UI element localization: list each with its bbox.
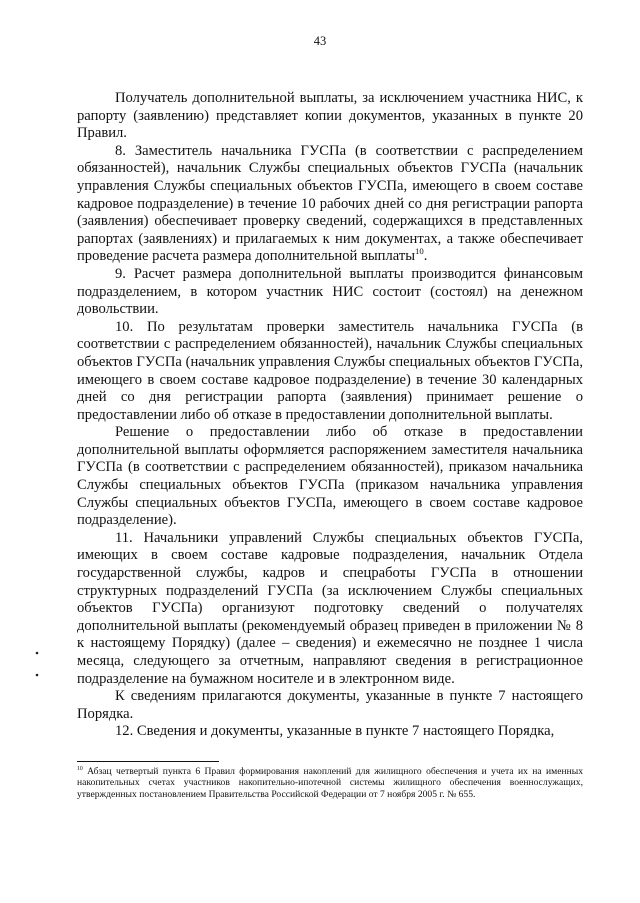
scan-artifact-mark bbox=[35, 650, 39, 678]
paragraph-11: 11. Начальники управлений Службы специальных объектов ГУСПа, имеющих в своем составе кадровые подразделения, начальник Отдела государственной службы, кадров и спецработы ГУСПа в отношении структурных подразделений ГУСПа (за исключением Службы специальных объектов ГУСПа) организуют подготовку сведений о получателях дополнительной выплаты (рекомендуемый образец приведен в приложении № 8 к настоящему Порядку) (далее – сведения) и ежемесячно не позднее 1 числа месяца, следующего за отчетным, направляют сведения в регистрационное подразделение на бумажном носителе и в электронном виде. bbox=[77, 529, 583, 687]
document-body bbox=[77, 90, 583, 741]
footnote-text-block bbox=[77, 766, 583, 800]
paragraph-12: 12. Сведения и документы, указанные в пункте 7 настоящего Порядка, bbox=[115, 723, 555, 740]
paragraph-decision: Решение о предоставлении либо об отказе в предоставлении дополнительной выплаты оформляется распоряжением заместителя начальника ГУСПа (в соответствии с распределением обязанностей), приказом начальника Службы специальных объектов ГУСПа (приказом начальника управления Службы специальных объектов ГУСПа, имеющего в своем составе кадровое подразделение). bbox=[77, 424, 583, 529]
footnote-reference[interactable]: 10 bbox=[415, 246, 424, 257]
paragraph-10: 10. По результатам проверки заместитель начальника ГУСПа (в соответствии с распределением обязанностей), начальник Службы специальных объектов ГУСПа (начальник управления Службы специальных объектов ГУСПа, имеющего в своем составе кадровое подразделение) в течение 30 календарных дней со дня регистрации рапорта (заявления) принимает решение о предоставлении либо об отказе в предоставлении дополнительной выплаты. bbox=[77, 318, 583, 423]
paragraph-9: 9. Расчет размера дополнительной выплаты производится финансовым подразделением, в котором участник НИС состоит (состоял) на денежном довольствии. bbox=[77, 265, 583, 318]
footnote-number: 10 bbox=[77, 765, 83, 772]
page-number: 43 bbox=[313, 34, 327, 48]
footnote-text: Абзац четвертый пункта 6 Правил формирования накоплений для жилищного обеспечения и учета их на именных накопительных счетах участников накопительно-ипотечной системы жилищного обеспечения военнослужащих, утвержденных постановлением Правительства Российской Федерации от 7 ноября 2005 г. № 655. bbox=[77, 766, 583, 800]
paragraph-8-text: 8. Заместитель начальника ГУСПа (в соответствии с распределением обязанностей), начальник Службы специальных объектов ГУСПа (начальник управления Службы специальных объектов ГУСПа, имеющего в своем составе кадровое подразделение) в течение 10 рабочих дней со дня регистрации рапорта (заявления) обеспечивает проверку сведений, содержащихся в представленных рапортах (заявлениях) и прилагаемых к ним документах, а также обеспечивает проведение расчета размера дополнительной выплаты bbox=[77, 142, 583, 265]
paragraph-attachments: К сведениям прилагаются документы, указанные в пункте 7 настоящего Порядка. bbox=[77, 688, 583, 722]
paragraph-8: 8. Заместитель начальника ГУСПа (в соответствии с распределением обязанностей), начальник Службы специальных объектов ГУСПа (начальник управления Службы специальных объектов ГУСПа, имеющего в своем составе кадровое подразделение) в течение 10 рабочих дней со дня регистрации рапорта (заявления) обеспечивает проверку сведений, содержащихся в представленных рапортах (заявлениях) и прилагаемых к ним документах, а также обеспечивает проведение расчета размера дополнительной выплаты$^{10}$. bbox=[77, 142, 583, 265]
paragraph-recipient-documents: Получатель дополнительной выплаты, за исключением участника НИС, к рапорту (заявлению) представляет копии документов, указанных в пункте 20 Правил. bbox=[77, 90, 583, 142]
footnote bbox=[77, 766, 583, 800]
footnote-separator bbox=[77, 761, 219, 762]
